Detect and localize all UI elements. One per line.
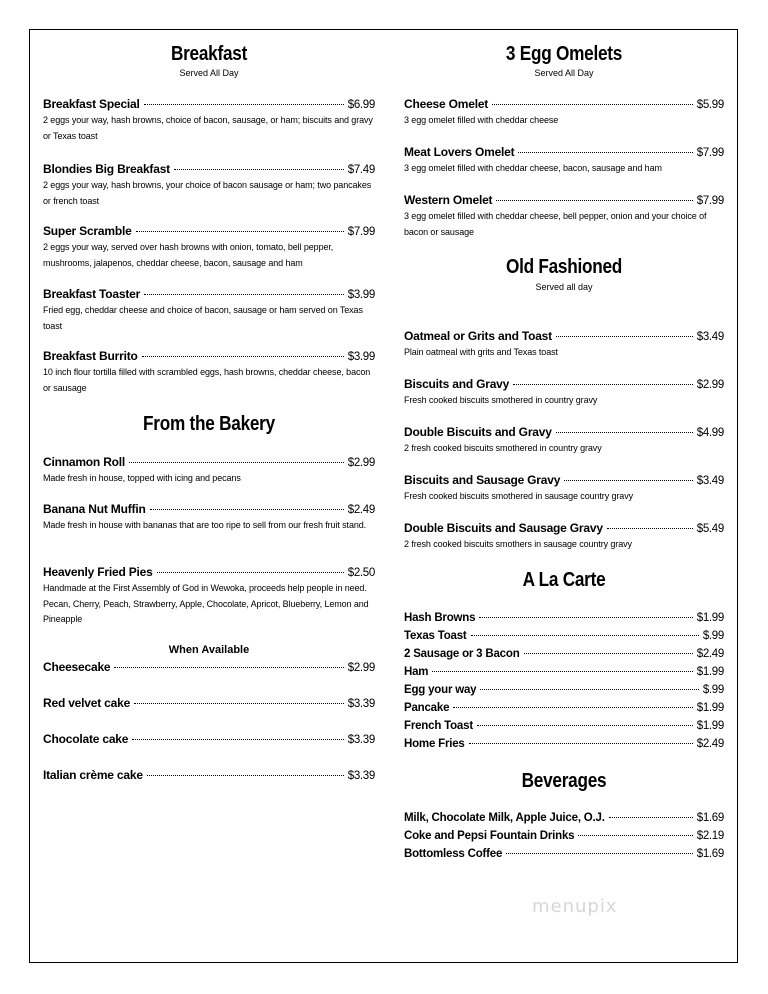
menu-item xyxy=(43,287,375,334)
leader-dots xyxy=(132,739,343,740)
item-price: $3.49 xyxy=(696,475,724,487)
item-price: $3.39 xyxy=(347,698,375,710)
item-name: Pancake xyxy=(404,702,450,714)
menu-item xyxy=(43,455,375,487)
item-description: 2 fresh cooked biscuits smothered in country gravy xyxy=(404,443,602,453)
item-name: Biscuits and Sausage Gravy xyxy=(404,473,561,487)
leader-dots xyxy=(432,671,692,672)
item-name: Cinnamon Roll xyxy=(43,455,126,469)
leader-dots xyxy=(556,432,693,433)
item-price: $1.69 xyxy=(696,848,724,860)
item-price: $7.49 xyxy=(347,164,375,176)
leader-dots xyxy=(136,231,344,232)
menu-item xyxy=(404,521,724,553)
breakfast-title: Breakfast xyxy=(170,43,248,65)
item-name: Italian crème cake xyxy=(43,768,143,782)
item-name: Egg your way xyxy=(404,684,477,696)
item-price: $7.99 xyxy=(696,195,724,207)
list-item xyxy=(404,827,724,845)
list-item xyxy=(404,717,724,735)
list-item xyxy=(404,845,724,863)
item-name: Red velvet cake xyxy=(43,696,131,710)
item-name: Bottomless Coffee xyxy=(404,848,503,860)
list-item xyxy=(404,699,724,717)
menu-item xyxy=(404,377,724,409)
leader-dots xyxy=(518,152,692,153)
item-description: 10 inch flour tortilla filled with scrambled eggs, hash browns, cheddar cheese, bacon or sausage xyxy=(43,367,371,393)
item-price: $7.99 xyxy=(696,147,724,159)
menu-item xyxy=(43,349,375,396)
old-fashioned-subtitle: Served all day xyxy=(535,282,593,292)
leader-dots xyxy=(453,707,692,708)
leader-dots xyxy=(524,653,693,654)
item-name: Heavenly Fried Pies xyxy=(43,565,153,579)
omelets-title: 3 Egg Omelets xyxy=(505,43,623,65)
item-price: $2.99 xyxy=(696,379,724,391)
menu-item xyxy=(404,193,724,240)
omelets-subtitle: Served All Day xyxy=(534,68,594,78)
leader-dots xyxy=(578,835,692,836)
item-description: Handmade at the First Assembly of God in Wewoka, proceeds help people in need. Pecan, Cherry, Peach, Strawberry, Apple, Chocolate, Apricot, Blueberry, Lemon and Pineapple xyxy=(43,583,369,624)
beverages-list xyxy=(404,809,724,863)
item-description: 3 egg omelet filled with cheddar cheese, bell pepper, onion and your choice of bacon or sausage xyxy=(404,211,707,237)
item-name: Milk, Chocolate Milk, Apple Juice, O.J. xyxy=(404,812,605,824)
leader-dots xyxy=(609,817,693,818)
item-price: $3.49 xyxy=(696,331,724,343)
item-name: Chocolate cake xyxy=(43,732,129,746)
leader-dots xyxy=(492,104,693,105)
item-name: Home Fries xyxy=(404,738,465,750)
item-price: $.99 xyxy=(702,630,724,642)
item-price: $2.49 xyxy=(696,738,724,750)
list-item xyxy=(404,735,724,753)
item-price: $3.39 xyxy=(347,734,375,746)
leader-dots xyxy=(513,384,693,385)
item-price: $3.39 xyxy=(347,770,375,782)
item-name: French Toast xyxy=(404,720,473,732)
list-item xyxy=(404,681,724,699)
menu-item xyxy=(404,145,724,177)
item-name: Meat Lovers Omelet xyxy=(404,145,515,159)
leader-dots xyxy=(144,294,344,295)
item-description: Made fresh in house, topped with icing and pecans xyxy=(43,473,241,483)
menu-item xyxy=(404,473,724,505)
menu-item xyxy=(43,162,375,209)
item-name: Texas Toast xyxy=(404,630,467,642)
leader-dots xyxy=(496,200,692,201)
menu-item xyxy=(404,425,724,457)
item-price: $3.99 xyxy=(347,289,375,301)
leader-dots xyxy=(157,572,344,573)
leader-dots xyxy=(480,689,698,690)
menu-item xyxy=(43,696,375,712)
item-price: $.99 xyxy=(702,684,724,696)
item-name: Super Scramble xyxy=(43,224,132,238)
menupix-watermark: menupix xyxy=(532,896,618,917)
leader-dots xyxy=(471,635,699,636)
item-price: $7.99 xyxy=(347,226,375,238)
item-name: Coke and Pepsi Fountain Drinks xyxy=(404,830,575,842)
leader-dots xyxy=(607,528,693,529)
item-name: Biscuits and Gravy xyxy=(404,377,510,391)
menu-item xyxy=(43,660,375,676)
item-name: Breakfast Toaster xyxy=(43,287,141,301)
menu-item xyxy=(43,732,375,748)
item-name: Ham xyxy=(404,666,429,678)
item-name: Double Biscuits and Gravy xyxy=(404,425,552,439)
bakery-title: From the Bakery xyxy=(143,413,275,435)
leader-dots xyxy=(142,356,344,357)
item-price: $1.99 xyxy=(696,702,724,714)
leader-dots xyxy=(174,169,344,170)
item-description: 2 eggs your way, hash browns, choice of bacon, sausage, or ham; biscuits and gravy or Texas toast xyxy=(43,115,373,141)
list-item xyxy=(404,645,724,663)
leader-dots xyxy=(506,853,693,854)
beverages-title: Beverages xyxy=(521,770,607,792)
menu-item xyxy=(43,224,375,271)
leader-dots xyxy=(556,336,693,337)
item-name: Cheesecake xyxy=(43,660,111,674)
item-name: Blondies Big Breakfast xyxy=(43,162,170,176)
item-name: Breakfast Burrito xyxy=(43,349,138,363)
item-price: $2.49 xyxy=(696,648,724,660)
breakfast-subtitle: Served All Day xyxy=(179,68,239,78)
menu-item xyxy=(404,329,724,361)
leader-dots xyxy=(150,509,344,510)
list-item xyxy=(404,609,724,627)
leader-dots xyxy=(129,462,344,463)
item-price: $4.99 xyxy=(696,427,724,439)
item-price: $2.19 xyxy=(696,830,724,842)
item-name: Breakfast Special xyxy=(43,97,140,111)
item-description: 2 eggs your way, hash browns, your choice of bacon sausage or ham; two pancakes or french toast xyxy=(43,180,372,206)
leader-dots xyxy=(147,775,344,776)
list-item xyxy=(404,627,724,645)
leader-dots xyxy=(477,725,693,726)
list-item xyxy=(404,663,724,681)
item-description: 2 fresh cooked biscuits smothers in sausage country gravy xyxy=(404,539,632,549)
item-price: $5.49 xyxy=(696,523,724,535)
menu-item xyxy=(43,97,375,144)
leader-dots xyxy=(134,703,344,704)
menu-item xyxy=(43,502,375,534)
item-price: $2.49 xyxy=(347,504,375,516)
leader-dots xyxy=(144,104,344,105)
item-name: Hash Browns xyxy=(404,612,476,624)
item-name: Cheese Omelet xyxy=(404,97,489,111)
leader-dots xyxy=(114,667,343,668)
item-price: $3.99 xyxy=(347,351,375,363)
item-price: $2.50 xyxy=(347,567,375,579)
leader-dots xyxy=(469,743,693,744)
item-price: $1.99 xyxy=(696,666,724,678)
item-description: 3 egg omelet filled with cheddar cheese xyxy=(404,115,559,125)
item-name: Banana Nut Muffin xyxy=(43,502,146,516)
item-description: Made fresh in house with bananas that are too ripe to sell from our fresh fruit stand. xyxy=(43,520,367,530)
leader-dots xyxy=(564,480,693,481)
item-name: Western Omelet xyxy=(404,193,493,207)
item-description: 2 eggs your way, served over hash browns with onion, tomato, bell pepper, mushrooms, jalapenos, cheddar cheese, bacon, sausage and ham xyxy=(43,242,334,268)
item-name: 2 Sausage or 3 Bacon xyxy=(404,648,520,660)
item-price: $1.69 xyxy=(696,812,724,824)
item-description: Fresh cooked biscuits smothered in sausage country gravy xyxy=(404,491,634,501)
a-la-carte-list xyxy=(404,609,724,753)
menu-item xyxy=(43,768,375,784)
item-price: $2.99 xyxy=(347,457,375,469)
item-price: $2.99 xyxy=(347,662,375,674)
item-price: $5.99 xyxy=(696,99,724,111)
item-price: $1.99 xyxy=(696,612,724,624)
item-name: Oatmeal or Grits and Toast xyxy=(404,329,552,343)
item-description: Plain oatmeal with grits and Texas toast xyxy=(404,347,558,357)
item-description: Fresh cooked biscuits smothered in country gravy xyxy=(404,395,598,405)
item-price: $6.99 xyxy=(347,99,375,111)
a-la-carte-title: A La Carte xyxy=(522,569,606,591)
menu-item xyxy=(43,565,375,628)
list-item xyxy=(404,809,724,827)
item-description: Fried egg, cheddar cheese and choice of bacon, sausage or ham served on Texas toast xyxy=(43,305,363,331)
item-price: $1.99 xyxy=(696,720,724,732)
item-description: 3 egg omelet filled with cheddar cheese, bacon, sausage and ham xyxy=(404,163,662,173)
when-available-heading: When Available xyxy=(168,644,250,656)
leader-dots xyxy=(479,617,692,618)
menu-item xyxy=(404,97,724,129)
old-fashioned-title: Old Fashioned xyxy=(505,256,623,278)
item-name: Double Biscuits and Sausage Gravy xyxy=(404,521,603,535)
